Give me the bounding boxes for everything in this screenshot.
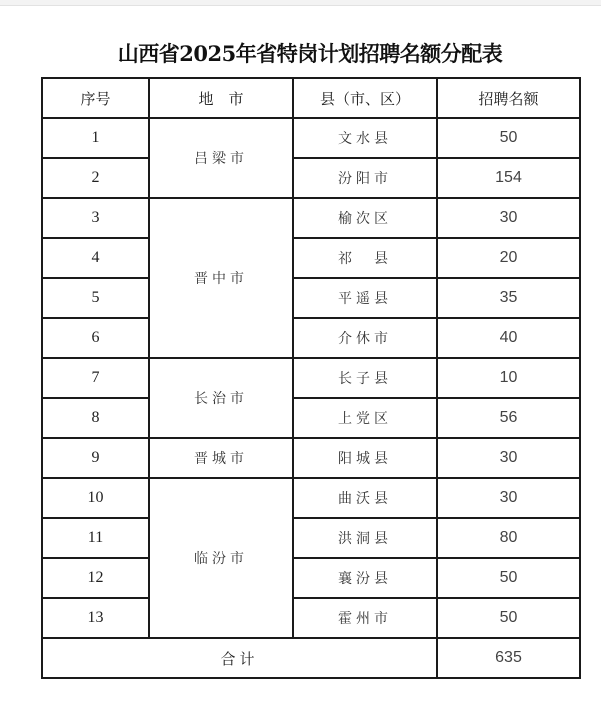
top-edge-bar <box>0 0 601 6</box>
seq-cell: 9 <box>42 438 149 478</box>
county-cell: 平遥县 <box>293 278 437 318</box>
table-row <box>42 438 580 478</box>
county-cell: 上党区 <box>293 398 437 438</box>
header-seq: 序号 <box>42 78 149 118</box>
quota-cell: 50 <box>437 558 580 598</box>
seq-cell: 8 <box>42 398 149 438</box>
quota-cell: 50 <box>437 118 580 158</box>
quota-cell: 80 <box>437 518 580 558</box>
county-cell: 榆次区 <box>293 198 437 238</box>
header-quota: 招聘名额 <box>437 78 580 118</box>
table-row <box>42 278 580 318</box>
seq-cell: 2 <box>42 158 149 198</box>
county-cell: 阳城县 <box>293 438 437 478</box>
total-value: 635 <box>437 638 580 678</box>
seq-cell: 5 <box>42 278 149 318</box>
quota-cell: 154 <box>437 158 580 198</box>
city-cell: 晋城市 <box>149 438 293 478</box>
header-county: 县（市、区） <box>293 78 437 118</box>
allocation-table <box>41 77 581 679</box>
header-row <box>42 78 580 118</box>
table-row <box>42 318 580 358</box>
city-cell: 长治市 <box>149 358 293 438</box>
county-cell: 汾阳市 <box>293 158 437 198</box>
seq-cell: 10 <box>42 478 149 518</box>
county-cell: 洪洞县 <box>293 518 437 558</box>
quota-cell: 30 <box>437 438 580 478</box>
county-cell: 霍州市 <box>293 598 437 638</box>
seq-cell: 3 <box>42 198 149 238</box>
quota-cell: 10 <box>437 358 580 398</box>
quota-cell: 30 <box>437 478 580 518</box>
county-cell: 曲沃县 <box>293 478 437 518</box>
seq-cell: 1 <box>42 118 149 158</box>
quota-cell: 50 <box>437 598 580 638</box>
seq-cell: 11 <box>42 518 149 558</box>
county-cell: 文水县 <box>293 118 437 158</box>
seq-cell: 12 <box>42 558 149 598</box>
county-cell: 长子县 <box>293 358 437 398</box>
table-row <box>42 518 580 558</box>
header-city: 地 市 <box>149 78 293 118</box>
total-label: 合计 <box>42 638 437 678</box>
table-row <box>42 478 580 518</box>
city-cell: 晋中市 <box>149 198 293 358</box>
city-cell: 吕梁市 <box>149 118 293 198</box>
table-row <box>42 558 580 598</box>
table-row <box>42 158 580 198</box>
seq-cell: 13 <box>42 598 149 638</box>
county-cell: 襄汾县 <box>293 558 437 598</box>
seq-cell: 7 <box>42 358 149 398</box>
quota-cell: 56 <box>437 398 580 438</box>
total-row <box>42 638 580 678</box>
county-cell: 介休市 <box>293 318 437 358</box>
page-title: 山西省2025年省特岗计划招聘名额分配表 <box>117 41 503 66</box>
table-row <box>42 198 580 238</box>
quota-cell: 20 <box>437 238 580 278</box>
table-row <box>42 358 580 398</box>
table-row <box>42 238 580 278</box>
quota-cell: 35 <box>437 278 580 318</box>
quota-cell: 40 <box>437 318 580 358</box>
city-cell: 临汾市 <box>149 478 293 638</box>
table-row <box>42 398 580 438</box>
seq-cell: 6 <box>42 318 149 358</box>
county-cell: 祁 县 <box>293 238 437 278</box>
table-row <box>42 118 580 158</box>
quota-cell: 30 <box>437 198 580 238</box>
table-row <box>42 598 580 638</box>
seq-cell: 4 <box>42 238 149 278</box>
